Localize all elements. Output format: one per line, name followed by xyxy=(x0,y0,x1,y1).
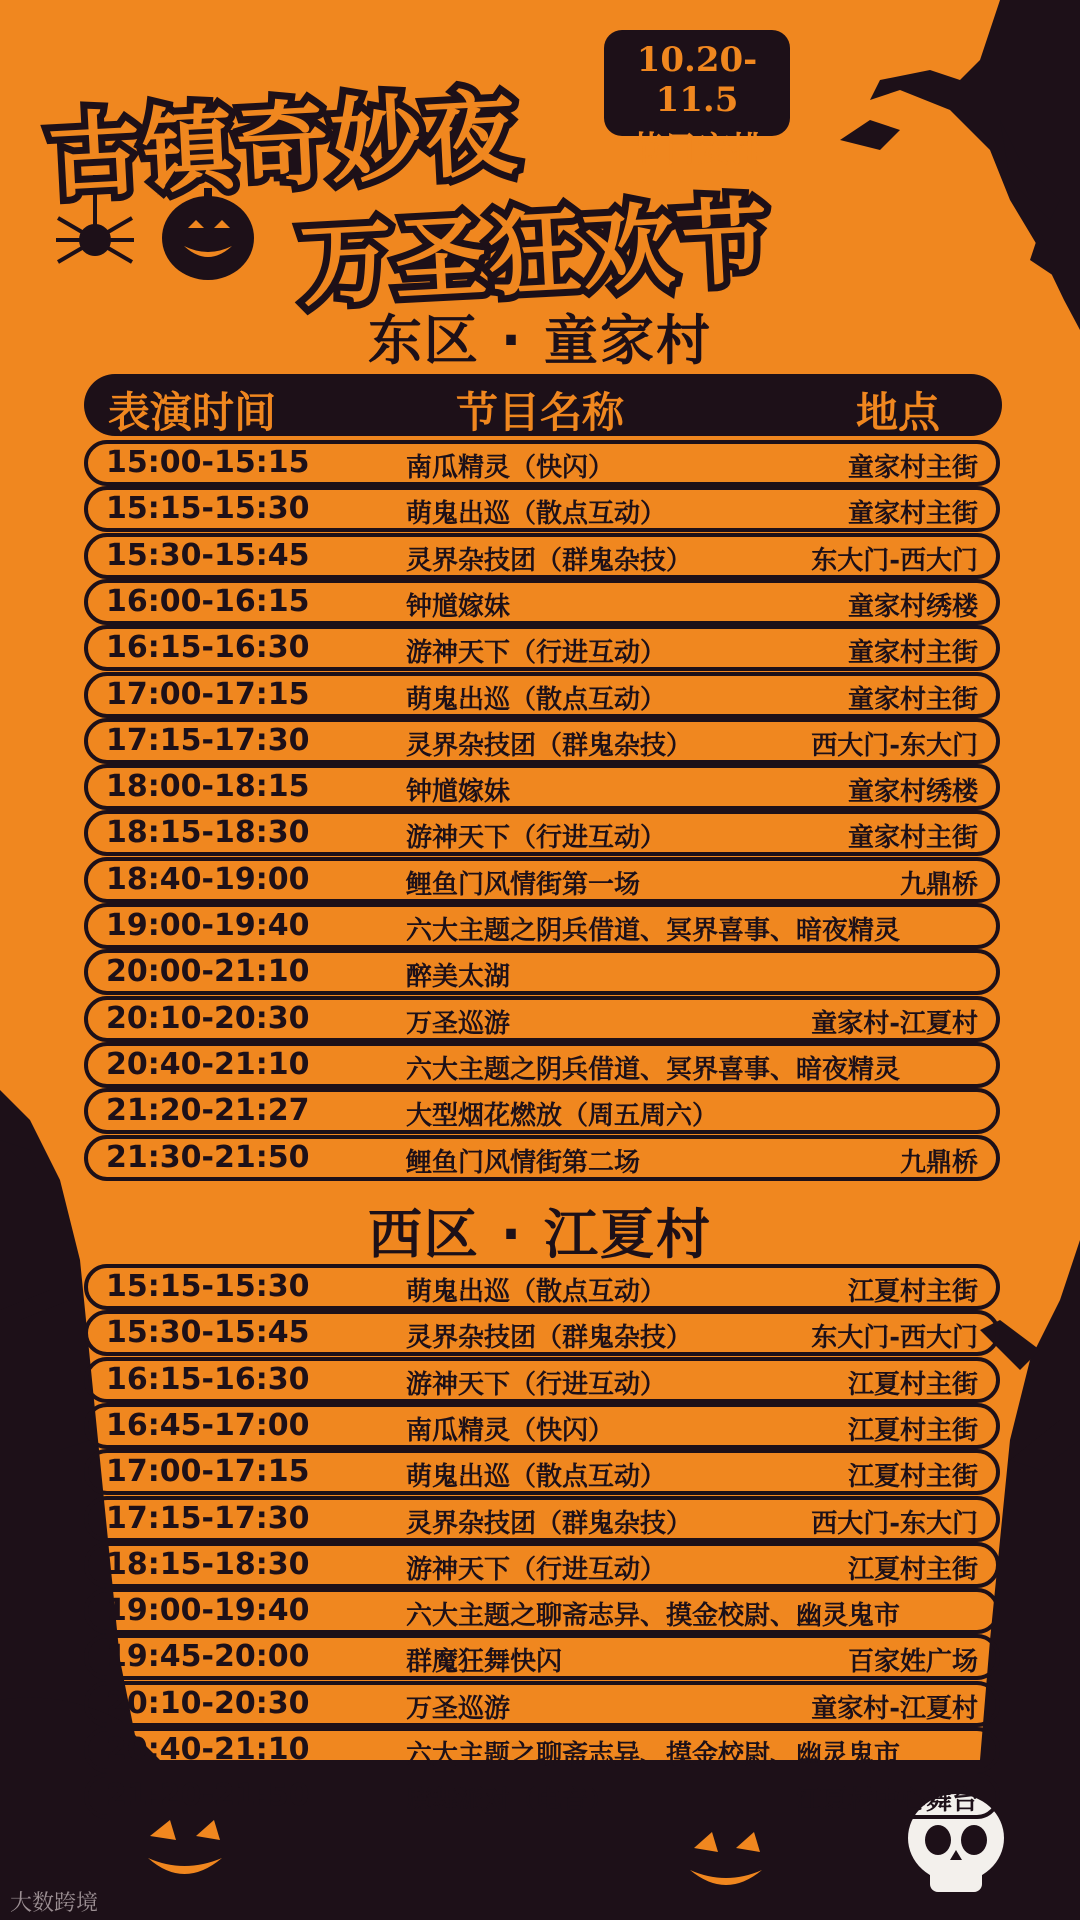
schedule-row xyxy=(84,1403,1000,1449)
row-location: 江夏村主街 xyxy=(847,1277,978,1307)
date-badge xyxy=(604,30,790,170)
schedule-row xyxy=(84,579,1000,625)
row-time: 16:00-16:15 xyxy=(106,583,310,619)
row-location: 江夏村主街 xyxy=(847,1554,978,1585)
row-location: 东大门-西大门 xyxy=(811,1323,978,1354)
row-location: 九鼎桥 xyxy=(899,1147,978,1178)
schedule-row xyxy=(84,1773,1000,1819)
row-time: 19:00-19:40 xyxy=(106,908,310,943)
row-location: 童家村-江夏村 xyxy=(811,1008,978,1039)
row-program: 灵界杂技团（群鬼杂技） xyxy=(406,1508,693,1539)
row-time: 16:15-16:30 xyxy=(106,1361,310,1397)
schedule-row xyxy=(84,1542,1000,1588)
schedule-row xyxy=(84,1135,1000,1181)
schedule-row xyxy=(84,1264,1000,1310)
row-time: 16:15-16:30 xyxy=(106,630,310,666)
row-program: 钟馗嫁妹 xyxy=(406,591,511,622)
row-program: 钟馗嫁妹 xyxy=(406,777,511,808)
schedule-row xyxy=(84,1496,1000,1542)
schedule-row xyxy=(84,1088,1000,1134)
row-location: 童家村主街 xyxy=(847,638,978,669)
row-time: 21:30-21:50 xyxy=(106,1139,310,1175)
row-time: 15:15-15:30 xyxy=(106,1269,310,1304)
schedule-row xyxy=(84,672,1000,718)
row-time: 21:20-21:50 xyxy=(106,1778,310,1814)
schedule-row xyxy=(84,903,1000,949)
schedule-label: 节目安排 xyxy=(629,130,765,170)
row-location: 童家村主街 xyxy=(847,499,978,530)
schedule-row xyxy=(84,810,1000,856)
row-program: 游神天下（行进互动） xyxy=(406,1369,667,1400)
row-program: 游神天下（行进互动） xyxy=(406,1554,667,1585)
row-time: 15:30-15:45 xyxy=(106,1315,310,1351)
row-location: 江夏村主街 xyxy=(847,1415,978,1446)
row-program: 灵界杂技团（群鬼杂技） xyxy=(406,730,693,761)
schedule-row xyxy=(84,1357,1000,1403)
row-program: 六大主题之聊斋志异、摸金校尉、幽灵鬼市 xyxy=(406,1740,901,1770)
row-location: 童家村绣楼 xyxy=(847,591,978,622)
row-time: 19:00-19:40 xyxy=(106,1593,310,1629)
schedule-row xyxy=(84,625,1000,671)
row-time: 15:15-15:30 xyxy=(106,491,310,527)
watermark: 大数跨境 xyxy=(10,1891,99,1916)
schedule-row xyxy=(84,1449,1000,1495)
row-time: 20:00-21:10 xyxy=(106,954,310,990)
row-time: 17:15-17:30 xyxy=(106,1500,310,1536)
row-time: 15:00-15:15 xyxy=(106,445,310,480)
row-program: 鲤鱼门风情街第一场 xyxy=(406,869,641,900)
row-time: 18:00-18:15 xyxy=(106,769,310,805)
row-location: 百家姓广场 xyxy=(847,1647,978,1678)
row-program: 大型烟花燃放（周五周六） xyxy=(406,1101,719,1132)
row-time: 21:20-21:27 xyxy=(106,1093,310,1129)
row-program: 游神天下（行进互动） xyxy=(406,638,667,669)
row-program: 萌鬼出巡（散点互动） xyxy=(406,1462,667,1493)
schedule-row xyxy=(84,1310,1000,1356)
row-program: 醉美太湖 xyxy=(406,962,511,993)
row-program: 六大主题之阴兵借道、冥界喜事、暗夜精灵 xyxy=(406,916,901,946)
row-location: 江夏村主街 xyxy=(847,1369,978,1400)
row-location: 童家村-江夏村 xyxy=(811,1693,978,1724)
schedule-row xyxy=(84,718,1000,764)
east-section-title: 东区 · 童家村 xyxy=(367,309,713,372)
schedule-row xyxy=(84,1727,1000,1773)
row-time: 20:10-20:30 xyxy=(106,1685,310,1721)
row-program: 六大主题之阴兵借道、冥界喜事、暗夜精灵 xyxy=(406,1054,901,1085)
header-location: 地点 xyxy=(856,388,941,437)
row-program: 灵界杂技团（群鬼杂技） xyxy=(406,545,693,576)
schedule-row xyxy=(84,486,1000,532)
row-program: 萌鬼出巡（散点互动） xyxy=(406,1277,667,1307)
row-location: 西大门-东大门 xyxy=(811,730,978,761)
schedule-row xyxy=(84,440,1000,486)
title-line-1: 古镇奇妙夜 xyxy=(45,79,521,212)
row-location: 江夏村中心舞台 xyxy=(795,1786,978,1817)
row-program: 萌鬼出巡（散点互动） xyxy=(406,684,667,715)
schedule-row xyxy=(84,533,1000,579)
row-time: 16:45-17:00 xyxy=(106,1407,310,1443)
row-location: 童家村主街 xyxy=(847,823,978,854)
row-program: 六大主题之聊斋志异、摸金校尉、幽灵鬼市 xyxy=(406,1601,901,1632)
header-program: 节目名称 xyxy=(456,388,625,437)
row-time: 17:15-17:30 xyxy=(106,722,310,758)
schedule-row xyxy=(84,949,1000,995)
row-time: 20:40-21:10 xyxy=(106,1732,310,1767)
header-time: 表演时间 xyxy=(108,388,277,437)
schedule-row xyxy=(84,1681,1000,1727)
date-range: 10.20-11.5 xyxy=(636,40,758,120)
schedule-row xyxy=(84,996,1000,1042)
row-location: 童家村主街 xyxy=(847,453,978,483)
schedule-row xyxy=(84,1634,1000,1680)
row-time: 18:40-19:00 xyxy=(106,861,310,897)
schedule-row xyxy=(84,1588,1000,1634)
title-line-2: 万圣狂欢节 xyxy=(297,187,773,320)
tree-branch-top-right xyxy=(840,0,1080,330)
west-section-title: 西区 · 江夏村 xyxy=(367,1203,713,1266)
row-location: 童家村主街 xyxy=(847,684,978,715)
row-time: 17:00-17:15 xyxy=(106,676,310,712)
row-program: 萌鬼出巡（散点互动） xyxy=(406,499,667,530)
table-header xyxy=(84,374,1002,436)
row-time: 20:40-21:10 xyxy=(106,1046,310,1082)
row-location: 九鼎桥 xyxy=(899,869,978,900)
row-time: 17:00-17:15 xyxy=(106,1454,310,1490)
row-location: 东大门-西大门 xyxy=(811,545,978,576)
row-location: 江夏村主街 xyxy=(847,1462,978,1493)
schedule-row xyxy=(84,1042,1000,1088)
row-program: 南瓜精灵（快闪） xyxy=(406,1415,615,1446)
row-program: 灵界杂技团（群鬼杂技） xyxy=(406,1323,693,1354)
row-location: 童家村绣楼 xyxy=(847,777,978,808)
row-location: 西大门-东大门 xyxy=(811,1508,978,1539)
row-program: 万圣巡游 xyxy=(406,1008,511,1039)
row-time: 19:45-20:00 xyxy=(106,1639,310,1675)
row-time: 20:10-20:30 xyxy=(106,1000,310,1036)
row-time: 15:30-15:45 xyxy=(106,537,310,573)
row-time: 18:15-18:30 xyxy=(106,1546,310,1582)
row-program: 南瓜精灵（快闪） xyxy=(406,453,615,483)
schedule-row xyxy=(84,764,1000,810)
row-program: 游神天下（行进互动） xyxy=(406,823,667,854)
row-program: 鲤鱼门风情街第二场 xyxy=(406,1147,641,1178)
row-program: 群魔狂舞快闪 xyxy=(406,1647,563,1678)
row-time: 18:15-18:30 xyxy=(106,815,310,851)
row-program: 魔舞派对（电音） xyxy=(406,1786,615,1817)
schedule-row xyxy=(84,857,1000,903)
row-program: 万圣巡游 xyxy=(406,1693,511,1724)
